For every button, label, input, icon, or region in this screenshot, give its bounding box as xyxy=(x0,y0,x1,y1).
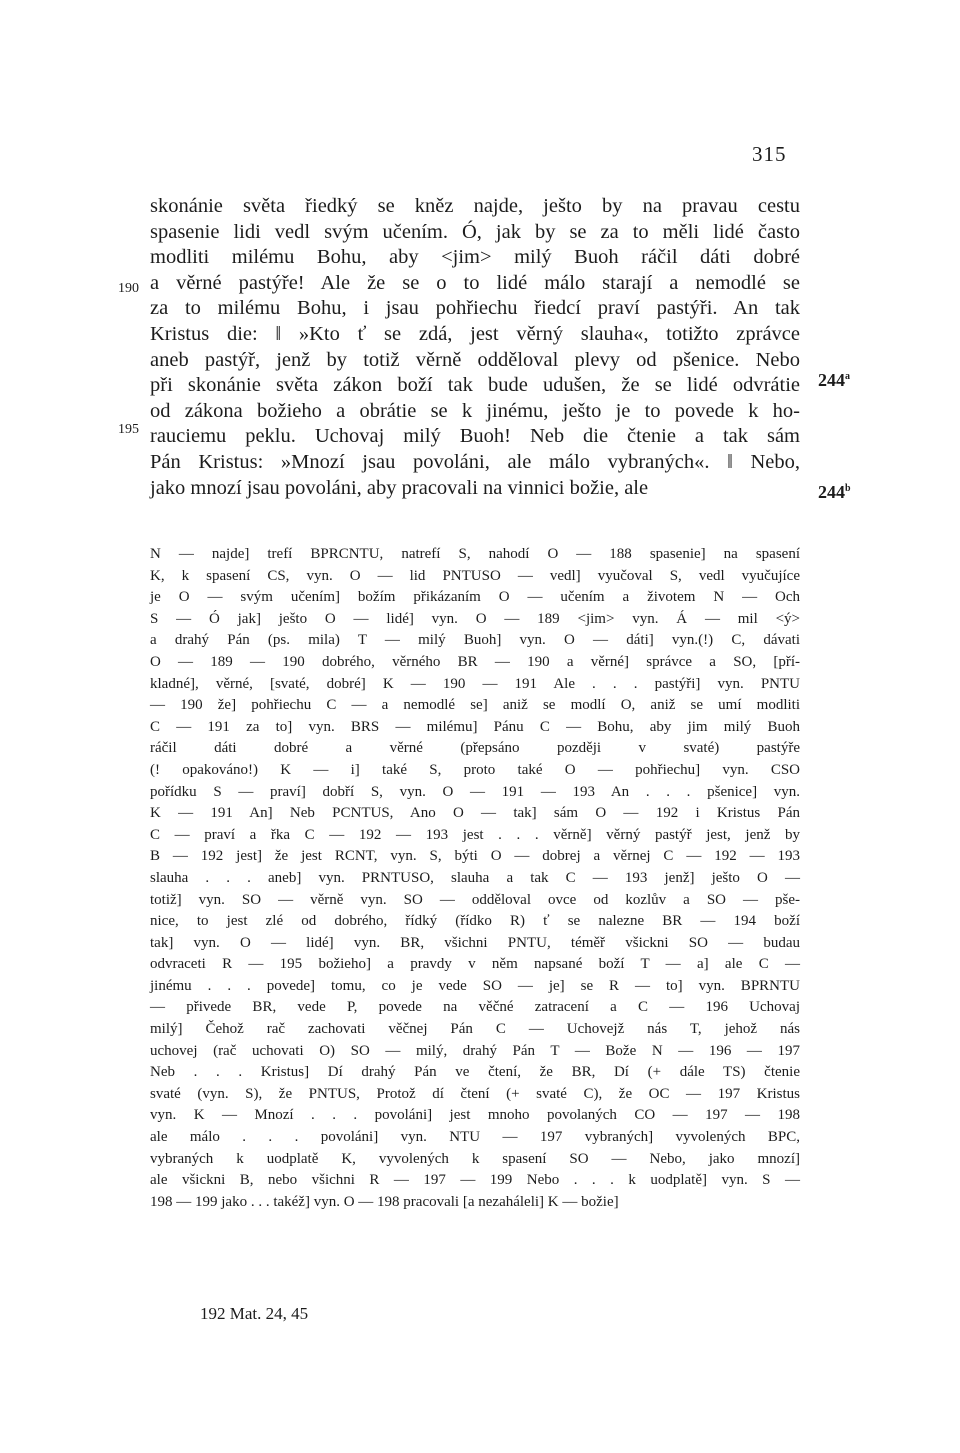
note-line: O — 189 — 190 dobrého, věrného BR — 190 a věrné] správce a SO, [pří- xyxy=(150,653,800,670)
note-line: kladné], věrné, [svaté, dobré] K — 190 — 191 Ale . . . pastýři] vyn. PNTU xyxy=(150,675,800,692)
critical-apparatus xyxy=(150,544,800,1213)
main-line: za to milému Bohu, i jsau pohřiechu řiedcí praví pastýři. An tak xyxy=(150,297,800,320)
margin-ref-label: 244 xyxy=(818,482,845,502)
note-line: totiž] vyn. SO — věrně vyn. SO — odděloval ovce od kozlův a SO — pše- xyxy=(150,891,800,908)
page-number: 315 xyxy=(752,142,787,166)
main-line: od zákona božieho a obrátie se k jinému, ješto je to povede k ho- xyxy=(150,399,800,422)
margin-ref-sup: b xyxy=(845,483,851,494)
line-number-195: 195 xyxy=(118,422,139,437)
note-line: a drahý Pán (ps. mila) T — milý Buoh] vyn. O — dáti] vyn.(!) C, dávati xyxy=(150,632,800,649)
note-line: ale málo . . . povoláni] vyn. NTU — 197 vybraných] vyvolených BPC, xyxy=(150,1129,800,1146)
note-line: — 190 že] pohřiechu C — a nemodlé se] aniž se modlí O, aniž se umí modliti xyxy=(150,697,800,714)
note-line: slauha . . . aneb] vyn. PRNTUSO, slauha a tak C — 193 jenž] ješto O — xyxy=(150,869,800,886)
note-line: vybraných k uodplatě K, vyvolených k spasení SO — Nebo, jako mnozí] xyxy=(150,1150,800,1167)
main-line: a věrné pastýře! Ale že se o to lidé málo starají a nemodlé se xyxy=(150,271,800,294)
note-line: B — 192 jest] že jest RCNT, vyn. S, býti O — dobrej a věrnej C — 192 — 193 xyxy=(150,848,800,865)
margin-ref-244b xyxy=(818,482,851,503)
footnote: 192 Mat. 24, 45 xyxy=(200,1304,309,1323)
main-line: spasenie lidi vedl svým učením. Ó, jak by se za to měli lidé často xyxy=(150,220,800,243)
margin-ref-label: 244 xyxy=(818,370,845,390)
main-line: Pán Kristus: »Mnozí jsau povoláni, ale málo vybraných«. ‖ Nebo, xyxy=(150,450,800,473)
main-line: při skonánie světa zákon boží tak bude udušen, že se lidé odvrátie xyxy=(150,374,800,397)
note-line: C — 191 za to] vyn. BRS — milému] Pánu C — Bohu, aby jim milý Buoh xyxy=(150,718,800,735)
note-line: svaté (vyn. S), že PNTUS, Protož dí čtení (+ svaté C), že OC — 197 Kristus xyxy=(150,1085,800,1102)
note-line: N — najde] trefí BPRCNTU, natrefí S, nahodí O — 188 spasenie] na spasení xyxy=(150,546,800,562)
main-line: jako mnozí jsau povoláni, aby pracovali na vinnici božie, ale xyxy=(150,476,649,499)
note-line: Neb . . . Kristus] Dí drahý Pán ve čtení, že BR, Dí (+ dále TS) čtenie xyxy=(150,1064,800,1081)
note-line: — přivede BR, vede P, povede na věčné zatracení a C — 196 Uchovaj xyxy=(150,999,800,1016)
note-line: pořídku S — praví] dobří S, vyn. O — 191 — 193 An . . . pšenice] vyn. xyxy=(150,783,800,800)
note-line: milý] Čehož rač zachovati věčnej Pán C — Uchovejž nás T, jehož nás xyxy=(150,1021,800,1038)
note-line: nice, to jest zlé od dobrého, řídký (řídko R) ť se nalezne BR — 194 boží xyxy=(150,913,800,930)
note-line: je O — svým učením] božím přikázaním O — učením a životem N — Och xyxy=(150,589,800,606)
line-number-190: 190 xyxy=(118,281,139,296)
main-line: aneb pastýř, jenž by totiž věrně odděloval plevy od pšenice. Nebo xyxy=(150,348,800,371)
note-line: odvraceti R — 195 božieho] a pravdy v něm napsané boží T — a] ale C — xyxy=(150,956,800,973)
margin-ref-244a xyxy=(818,370,850,391)
note-line: 198 — 199 jako . . . takéž] vyn. O — 198 pracovali [a nezaháleli] K — božie] xyxy=(150,1193,619,1210)
note-line: K, k spasení CS, vyn. O — lid PNTUSO — vedl] vyučoval S, vedl vyučujíce xyxy=(150,567,800,584)
main-line: modliti milému Bohu, aby <jim> milý Buoh ráčil dáti dobré xyxy=(150,246,800,269)
note-line: ráčil dáti dobré a věrné (přepsáno později v svaté) pastýře xyxy=(150,740,800,757)
note-line: C — praví a řka C — 192 — 193 jest . . . věrně] věrný pastýř jest, jenž by xyxy=(150,826,800,843)
note-line: uchovej (rač uchovati O) SO — milý, drahý Pán T — Bože N — 196 — 197 xyxy=(150,1042,800,1059)
main-line: rauciemu peklu. Uchovaj milý Buoh! Neb die čtenie a tak sám xyxy=(150,425,800,448)
note-line: S — Ó jak] ješto O — lidé] vyn. O — 189 <jim> vyn. Á — mil <ý> xyxy=(150,610,800,627)
main-text xyxy=(150,194,800,501)
main-line: Kristus die: ‖ »Kto ť se zdá, jest věrný slauha«, totižto zprávce xyxy=(150,322,800,345)
note-line: K — 191 An] Neb PCNTUS, Ano O — tak] sám O — 192 i Kristus Pán xyxy=(150,805,800,822)
note-line: vyn. K — Mnozí . . . povoláni] jest mnoho povolaných CO — 197 — 198 xyxy=(150,1107,800,1124)
note-line: (! opakováno!) K — i] také S, proto také O — pohřiechu] vyn. CSO xyxy=(150,761,800,778)
note-line: tak] vyn. O — lidé] vyn. BR, všichni PNTU, téměř všickni SO — budau xyxy=(150,934,800,951)
main-line: skonánie světa řiedký se kněz najde, ješto by na pravau cestu xyxy=(150,195,800,217)
margin-ref-sup: a xyxy=(845,371,850,382)
note-line: ale všickni B, nebo všichni R — 197 — 199 Nebo . . . k uodplatě] vyn. S — xyxy=(150,1172,800,1189)
note-line: jinému . . . povede] tomu, co je vede SO — je] se R — to] vyn. BPRNTU xyxy=(150,977,800,994)
